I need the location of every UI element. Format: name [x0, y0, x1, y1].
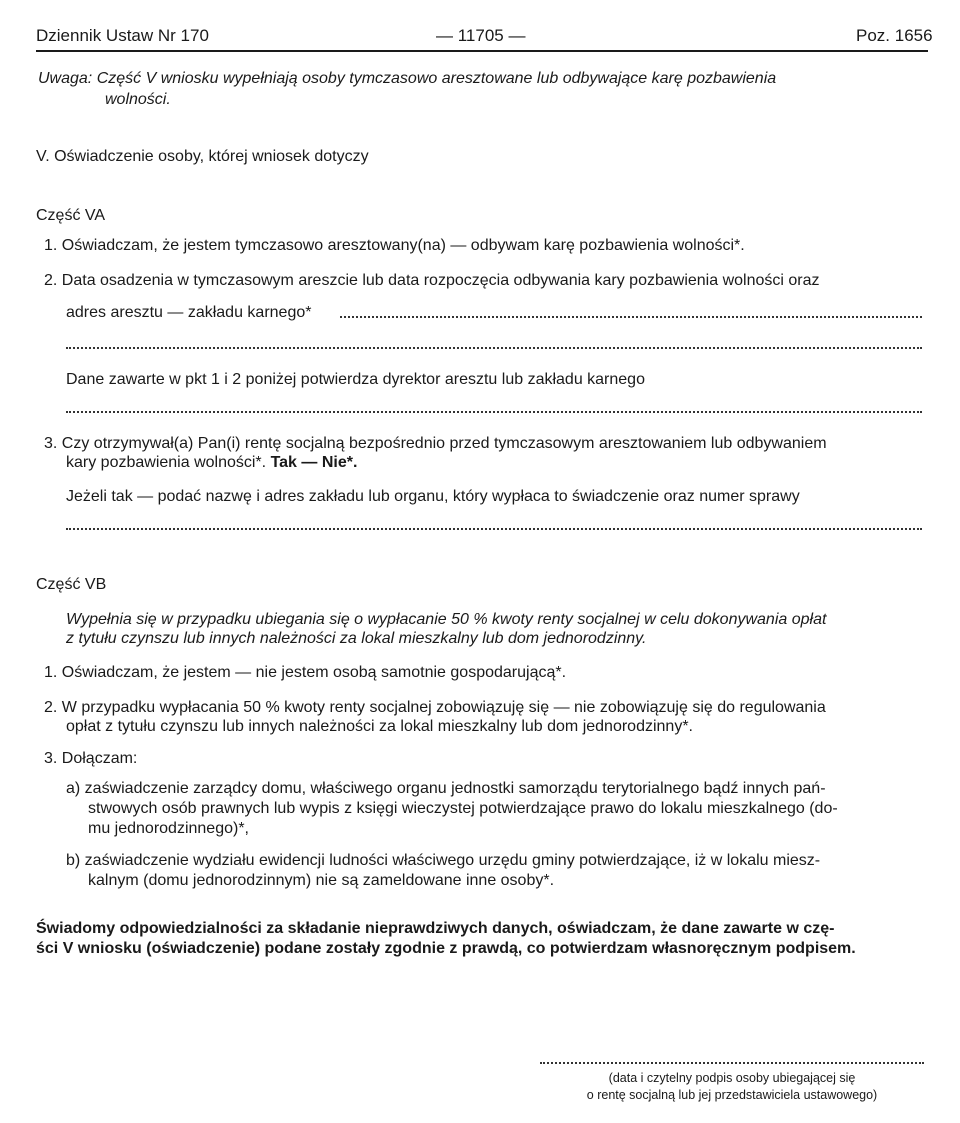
- signature-field[interactable]: [540, 1062, 924, 1064]
- part-vb-title: Część VB: [36, 576, 107, 593]
- signature-label-line-2: o rentę socjalną lub jej przedstawiciela ustawowego): [586, 1088, 878, 1102]
- paying-institution-field[interactable]: [66, 528, 922, 530]
- director-confirmation-field[interactable]: [66, 411, 922, 413]
- vb-item-3a-line-3: mu jednorodzinnego)*,: [88, 820, 249, 837]
- va-item-2-line-2: adres aresztu — zakładu karnego*: [66, 304, 312, 321]
- note-line-2: wolności.: [105, 91, 171, 108]
- part-va-title: Część VA: [36, 207, 106, 224]
- vb-item-3a-line-2: stwowych osób prawnych lub wypis z księgi wieczystej potwierdzające prawo do lokalu mieszkalnego (do-: [88, 800, 838, 817]
- signature-label-line-1: (data i czytelny podpis osoby ubiegającej się: [608, 1071, 856, 1085]
- section-v-title: V. Oświadczenie osoby, której wniosek dotyczy: [36, 148, 369, 165]
- vb-intro-line-2: z tytułu czynszu lub innych należności za lokal mieszkalny lub dom jednorodzinny.: [66, 630, 647, 647]
- note-line-1: Uwaga: Część V wniosku wypełniają osoby tymczasowo aresztowane lub odbywające karę pozbawienia: [38, 70, 777, 87]
- va-item-3-if-yes: Jeżeli tak — podać nazwę i adres zakładu lub organu, który wypłaca to świadczenie oraz numer sprawy: [66, 488, 800, 505]
- vb-intro-line-1: Wypełnia się w przypadku ubiegania się o wypłacanie 50 % kwoty renty socjalnej w celu dokonywania opłat: [66, 611, 827, 628]
- va-director-confirmation: Dane zawarte w pkt 1 i 2 poniżej potwierdza dyrektor aresztu lub zakładu karnego: [66, 371, 645, 388]
- vb-item-3b-line-1: b) zaświadczenie wydziału ewidencji ludności właściwego urzędu gminy potwierdzające, iż w lokalu miesz-: [66, 852, 821, 869]
- vb-item-3b-line-2: kalnym (domu jednorodzinnym) nie są zameldowane inne osoby*.: [88, 872, 555, 889]
- vb-item-3: 3. Dołączam:: [44, 750, 138, 767]
- arrest-address-field-line-2[interactable]: [66, 347, 922, 349]
- va-item-3-line-1: 3. Czy otrzymywał(a) Pan(i) rentę socjalną bezpośrednio przed tymczasowym aresztowaniem lub odbywaniem: [44, 435, 827, 452]
- vb-item-3a-line-1: a) zaświadczenie zarządcy domu, właściwego organu jednostki samorządu terytorialnego bądź innych pań-: [66, 780, 826, 797]
- header-rule: [36, 50, 928, 52]
- arrest-address-field[interactable]: [340, 316, 922, 318]
- va-item-3-question-end: kary pozbawienia wolności*.: [66, 454, 267, 471]
- declaration-line-2: ści V wniosku (oświadczenie) podane zostały zgodnie z prawdą, co potwierdzam własnoręcznym podpisem.: [36, 940, 856, 957]
- journal-title: Dziennik Ustaw Nr 170: [36, 26, 209, 45]
- declaration-line-1: Świadomy odpowiedzialności za składanie nieprawdziwych danych, oświadczam, że dane zawarte w czę-: [36, 920, 835, 937]
- position-number: Poz. 1656: [856, 26, 933, 45]
- yes-no-answer[interactable]: Tak — Nie*.: [270, 454, 358, 471]
- va-item-1: 1. Oświadczam, że jestem tymczasowo aresztowany(na) — odbywam karę pozbawienia wolności*.: [44, 237, 745, 254]
- va-item-2-line-1: 2. Data osadzenia w tymczasowym areszcie lub data rozpoczęcia odbywania kary pozbawienia wolności oraz: [44, 272, 820, 289]
- vb-item-2-line-2: opłat z tytułu czynszu lub innych należności za lokal mieszkalny lub dom jednorodzinny*.: [66, 718, 693, 735]
- vb-item-2-line-1: 2. W przypadku wypłacania 50 % kwoty renty socjalnej zobowiązuję się — nie zobowiązuję się do regulowania: [44, 699, 826, 716]
- vb-item-1: 1. Oświadczam, że jestem — nie jestem osobą samotnie gospodarującą*.: [44, 664, 567, 681]
- page-number: — 11705 —: [436, 26, 526, 45]
- va-item-3-line-2: [66, 452, 357, 473]
